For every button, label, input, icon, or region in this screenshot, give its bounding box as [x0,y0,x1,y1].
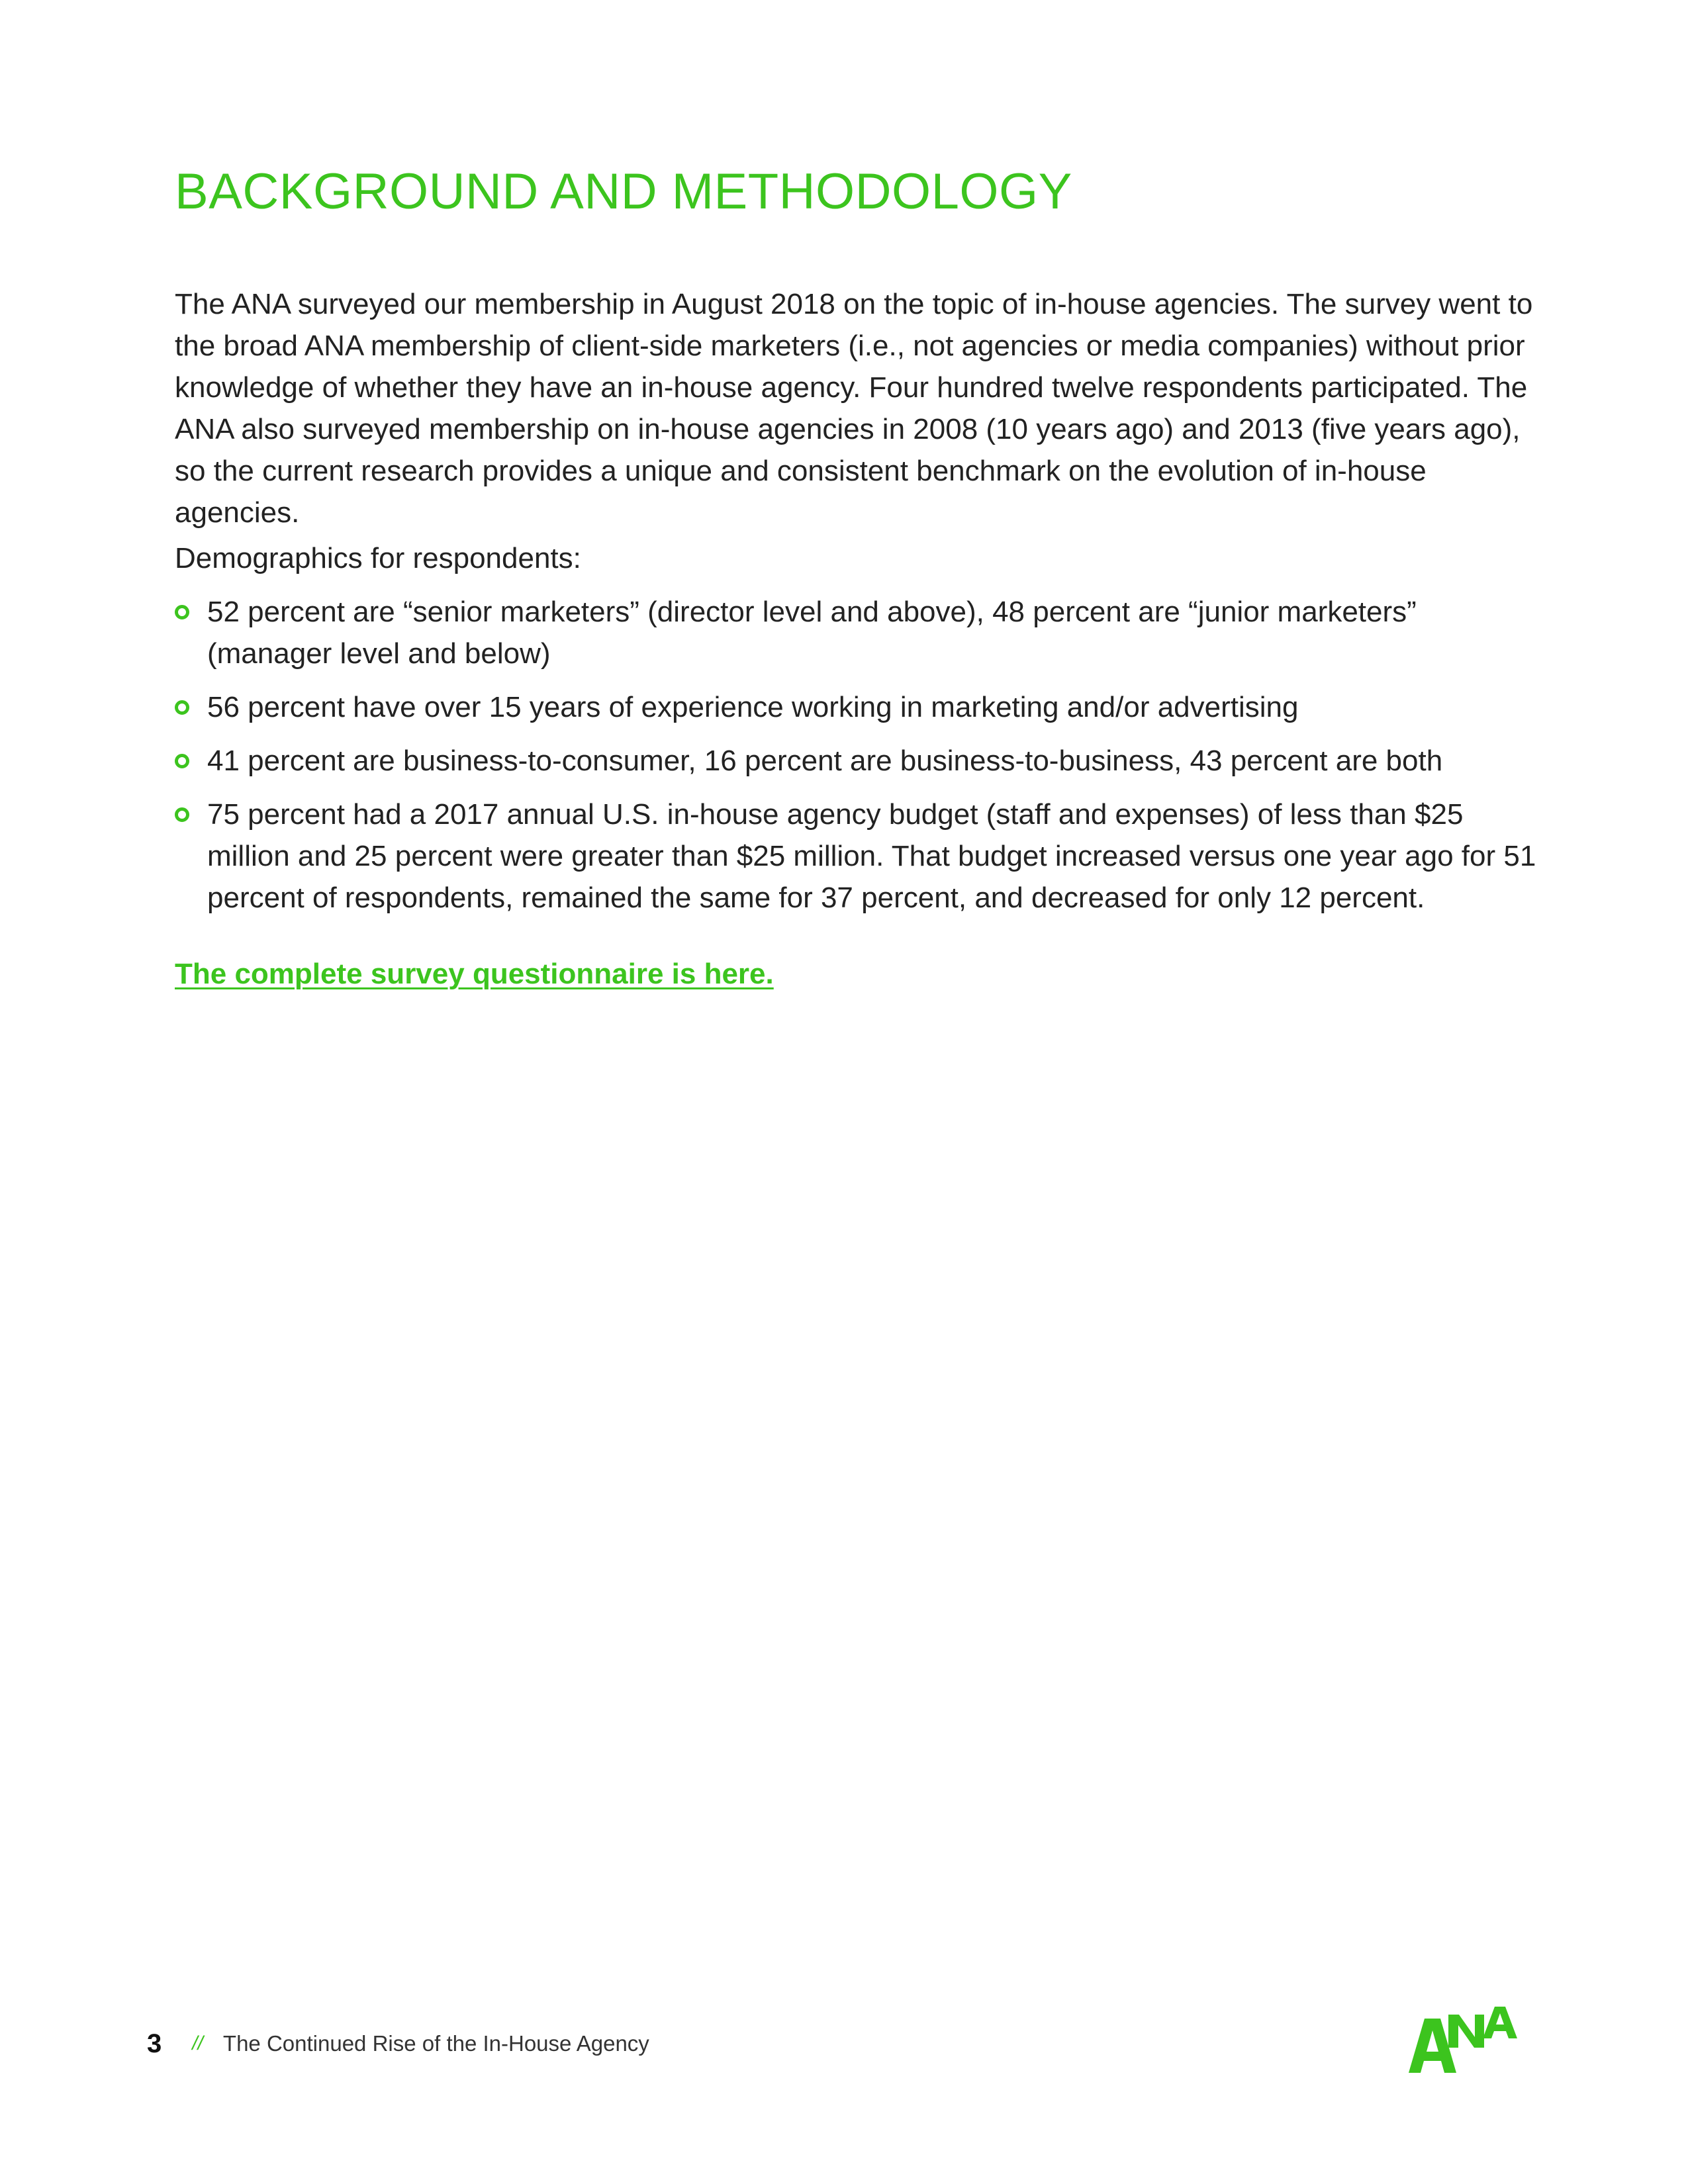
list-item-text: 56 percent have over 15 years of experience working in marketing and/or advertising [207,691,1299,723]
list-item [175,591,1538,674]
bullet-circle-icon [175,754,189,768]
list-item [175,794,1538,919]
bullet-circle-icon [175,605,189,619]
list-item-text: 52 percent are “senior marketers” (director level and above), 48 percent are “junior marketers” (manager level and below) [207,596,1417,670]
bullet-circle-icon [175,700,189,715]
list-item-text: 75 percent had a 2017 annual U.S. in-house agency budget (staff and expenses) of less than $25 million and 25 percent were greater than $25 million. That budget increased versus one year ago for 51 percent of respondents, remained the same for 37 percent, and decreased for only 12 percent. [207,798,1536,914]
list-item [175,740,1538,782]
ana-logo-icon [1409,2007,1521,2073]
footer-separator: // [192,2032,203,2054]
demographics-label: Demographics for respondents: [175,542,581,574]
page-footer [147,2024,649,2064]
list-item-text: 41 percent are business-to-consumer, 16 percent are business-to-business, 43 percent are both [207,745,1443,777]
page-title: BACKGROUND AND METHODOLOGY [175,163,1072,220]
footer-document-title: The Continued Rise of the In-House Agency [222,2031,649,2056]
intro-paragraph: The ANA surveyed our membership in August 2018 on the topic of in-house agencies. The survey went to the broad ANA membership of client-side marketers (i.e., not agencies or media companies) without prior knowledge of whether they have an in-house agency. Four hundred twelve respondents participated. The ANA also surveyed membership on in-house agencies in 2008 (10 years ago) and 2013 (five years ago), so the current research provides a unique and consistent benchmark on the evolution of in-house agencies. [175,288,1533,529]
page-number: 3 [147,2028,162,2058]
list-item [175,686,1538,728]
demographics-list [175,591,1538,931]
bullet-circle-icon [175,807,189,822]
survey-questionnaire-link[interactable]: The complete survey questionnaire is here. [175,958,774,990]
